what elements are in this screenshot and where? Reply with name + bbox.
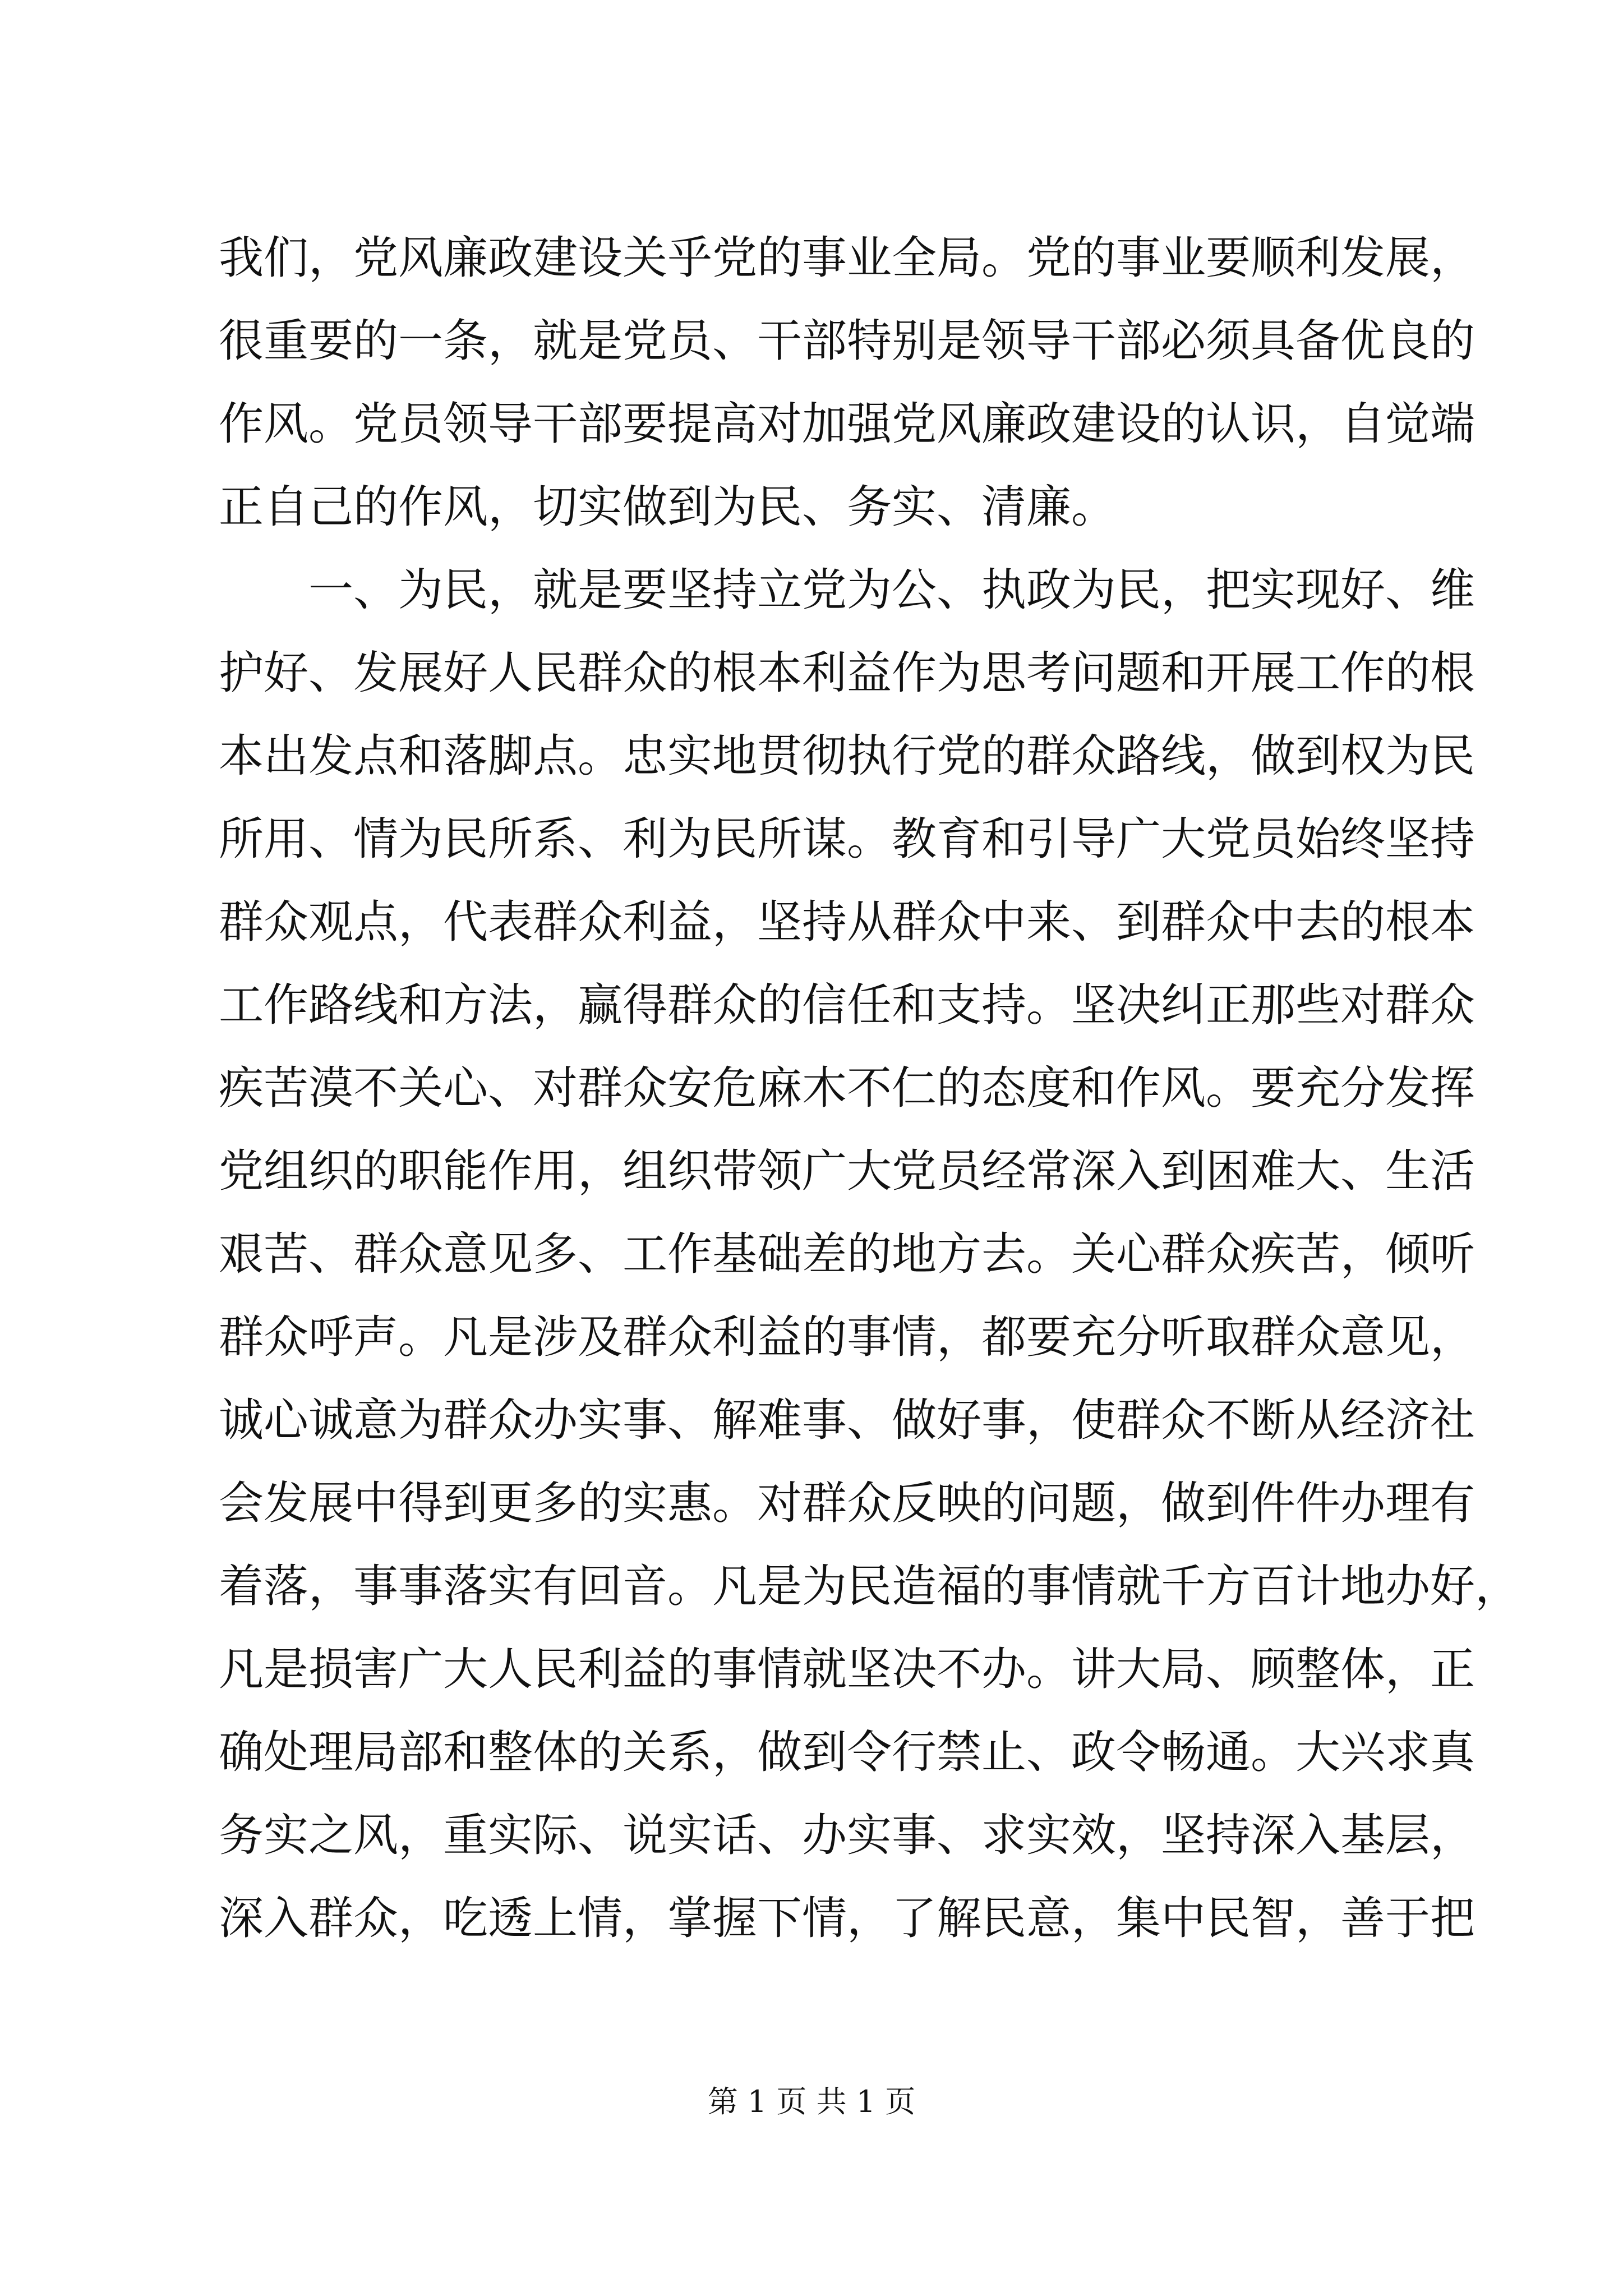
text-line: 务实之风，重实际、说实话、办实事、求实效，坚持深入基层， — [219, 1809, 1475, 1861]
text-line: 正自己的作风，切实做到为民、务实、清廉。 — [219, 481, 1116, 533]
text-line: 疾苦漠不关心、对群众安危麻木不仁的态度和作风。要充分发挥 — [219, 1062, 1475, 1114]
text-line: 凡是损害广大人民利益的事情就坚决不办。讲大局、顾整体，正 — [219, 1643, 1475, 1695]
text-line: 深入群众，吃透上情，掌握下情，了解民意，集中民智，善于把 — [219, 1892, 1475, 1944]
text-line: 群众观点，代表群众利益，坚持从群众中来、到群众中去的根本 — [219, 896, 1475, 948]
text-line: 确处理局部和整体的关系，做到令行禁止、政令畅通。大兴求真 — [219, 1726, 1475, 1778]
text-line: 党组织的职能作用，组织带领广大党员经常深入到困难大、生活 — [219, 1145, 1475, 1197]
document-body — [219, 217, 1520, 1960]
text-line: 工作路线和方法，赢得群众的信任和支持。坚决纠正那些对群众 — [219, 979, 1475, 1031]
text-line: 艰苦、群众意见多、工作基础差的地方去。关心群众疾苦，倾听 — [219, 1228, 1475, 1280]
page-footer — [0, 2082, 1623, 2122]
text-line: 作风。党员领导干部要提高对加强党风廉政建设的认识，自觉端 — [219, 398, 1475, 450]
text-line: 本出发点和落脚点。忠实地贯彻执行党的群众路线，做到权为民 — [219, 730, 1475, 782]
text-line: 很重要的一条，就是党员、干部特别是领导干部必须具备优良的 — [219, 315, 1475, 367]
text-line: 我们，党风廉政建设关乎党的事业全局。党的事业要顺利发展， — [219, 232, 1475, 284]
text-line: 着落，事事落实有回音。凡是为民造福的事情就千方百计地办好， — [219, 1560, 1520, 1612]
text-line: 群众呼声。凡是涉及群众利益的事情，都要充分听取群众意见， — [219, 1311, 1475, 1363]
paragraph-start-line: 一、为民，就是要坚持立党为公、执政为民，把实现好、维 — [308, 564, 1475, 616]
text-line: 会发展中得到更多的实惠。对群众反映的问题，做到件件办理有 — [219, 1477, 1475, 1529]
text-line: 护好、发展好人民群众的根本利益作为思考问题和开展工作的根 — [219, 647, 1475, 699]
text-line: 诚心诚意为群众办实事、解难事、做好事，使群众不断从经济社 — [219, 1394, 1475, 1446]
page-number: 第 1 页 共 1 页 — [707, 2084, 916, 2119]
text-line: 所用、情为民所系、利为民所谋。教育和引导广大党员始终坚持 — [219, 813, 1475, 865]
